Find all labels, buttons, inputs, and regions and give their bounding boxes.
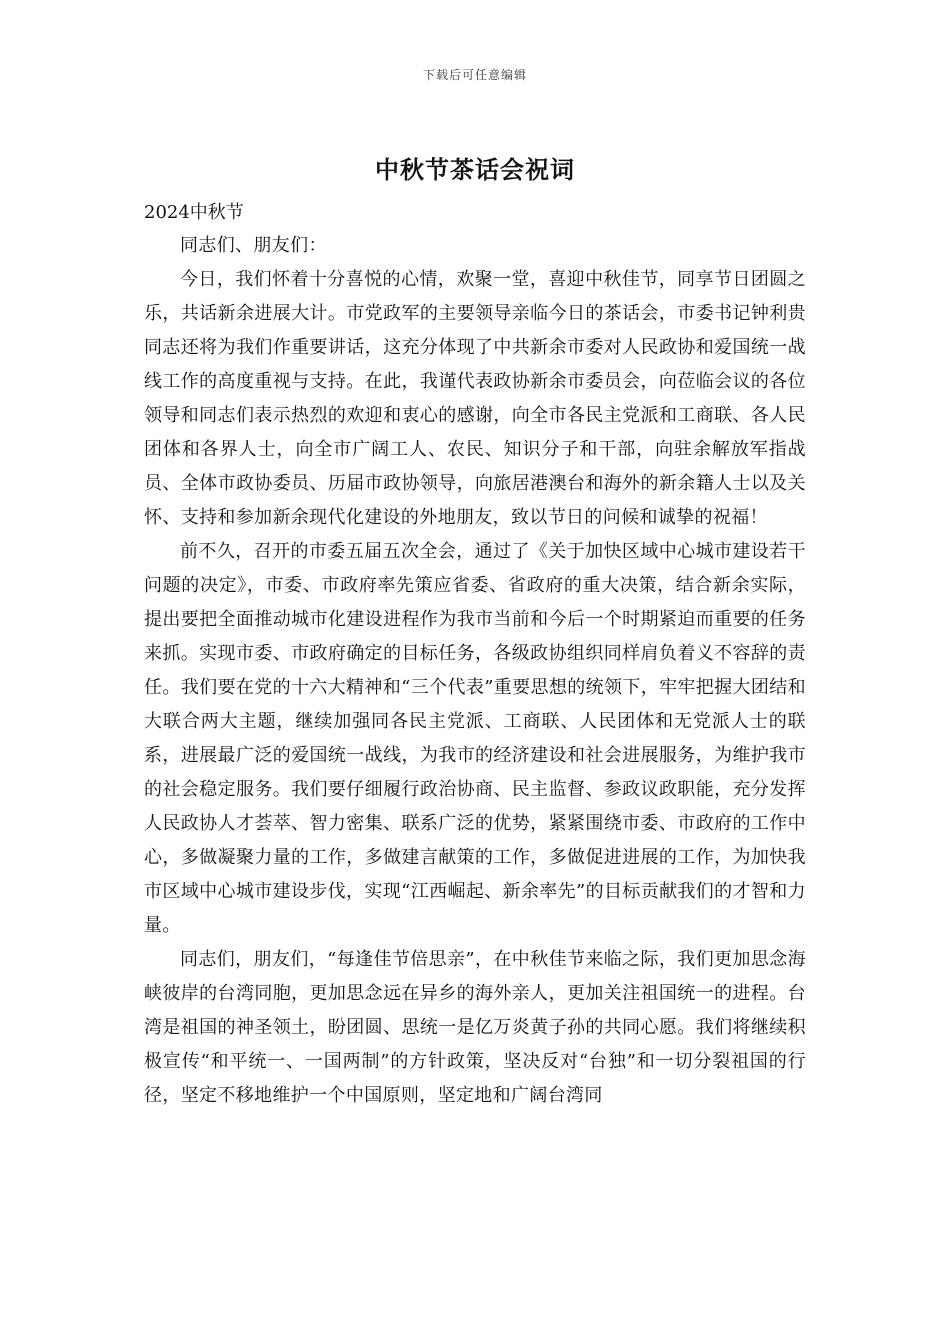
paragraph-2: 前不久，召开的市委五届五次全会，通过了《关于加快区域中心城市建设若干问题的决定》，市委、市政府率先策应省委、省政府的重大决策，结合新余实际，提出要把全面推动城市化建设进程作为我市当前和今后一个时期紧迫而重要的任务来抓。实现市委、市政府确定的目标任务，各级政协组织同样肩负着义不容辞的责任。我们要在党的十六大精神和“三个代表”重要思想的统领下，牢牢把握大团结和大联合两大主题，继续加强同各民主党派、工商联、人民团体和无党派人士的联系，进展最广泛的爱国统一战线，为我市的经济建设和社会进展服务，为维护我市的社会稳定服务。我们要仔细履行政治协商、民主监督、参政议政职能，充分发挥人民政协人才荟萃、智力密集、联系广泛的优势，紧紧围绕市委、市政府的工作中心，多做凝聚力量的工作，多做建言献策的工作，多做促进进展的工作，为加快我市区域中心城市建设步伐，实现“江西崛起、新余率先”的目标贡献我们的才智和力量。 xyxy=(144,541,806,936)
dateline: 2024中秋节 xyxy=(144,202,244,223)
paragraph-1: 今日，我们怀着十分喜悦的心情，欢聚一堂，喜迎中秋佳节，同享节日团圆之乐，共话新余进展大计。市党政军的主要领导亲临今日的茶话会，市委书记钟利贵同志还将为我们作重要讲话，这充分体现了中共新余市委对人民政协和爱国统一战线工作的高度重视与支持。在此，我谨代表政协新余市委员会，向莅临会议的各位领导和同志们表示热烈的欢迎和衷心的感谢，向全市各民主党派和工商联、各人民团体和各界人士，向全市广阔工人、农民、知识分子和干部，向驻余解放军指战员、全体市政协委员、历届市政协领导，向旅居港澳台和海外的新余籍人士以及关怀、支持和参加新余现代化建设的外地朋友，致以节日的问候和诚挚的祝福！ xyxy=(144,269,806,528)
salutation: 同志们、朋友们： xyxy=(180,235,327,256)
document-title: 中秋节茶话会祝词 xyxy=(375,155,575,184)
paragraph-3: 同志们，朋友们，“每逢佳节倍思亲”，在中秋佳节来临之际，我们更加思念海峡彼岸的台湾同胞，更加思念远在异乡的海外亲人，更加关注祖国统一的进程。台湾是祖国的神圣领土，盼团圆、思统一是亿万炎黄子孙的共同心愿。我们将继续积极宣传“和平统一、一国两制”的方针政策，坚决反对“台独”和一切分裂祖国的行径，坚定不移地维护一个中国原则，坚定地和广阔台湾同 xyxy=(144,949,806,1106)
document-body xyxy=(144,196,806,1113)
page-header-note: 下载后可任意编辑 xyxy=(422,68,527,82)
